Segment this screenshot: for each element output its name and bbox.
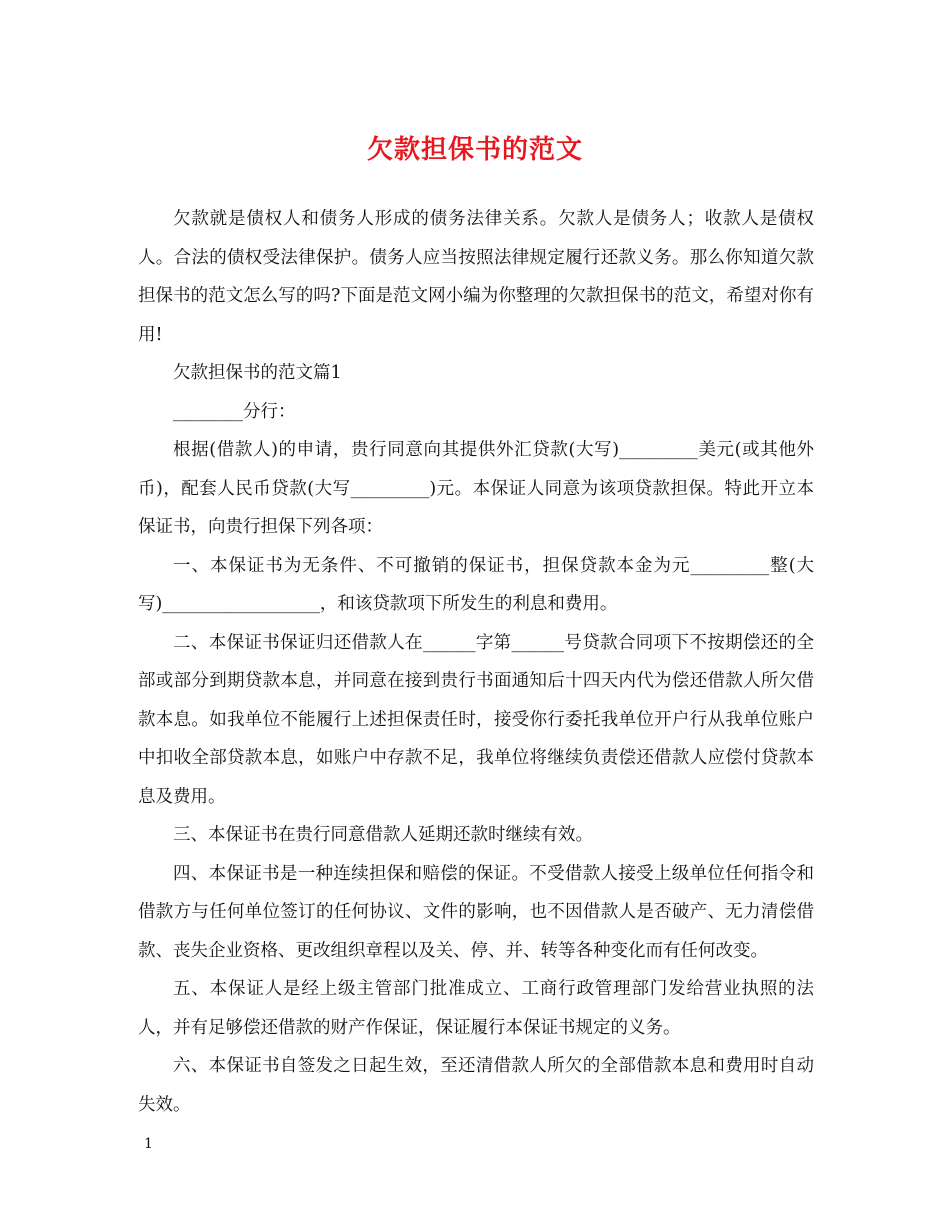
paragraph-preamble: 根据(借款人)的申请，贵行同意向其提供外汇贷款(大写)_________美元(或其他外币)，配套人民币贷款(大写_________)元。本保证人同意为该项贷款担保。特此开立本保证书，向贵行担保下列各项： (138, 440, 814, 537)
paragraph-section-heading: 欠款担保书的范文篇1 (173, 363, 342, 383)
paragraph-addressee: ________分行： (173, 401, 296, 422)
document-body (138, 200, 814, 1124)
paragraph-intro: 欠款就是债权人和债务人形成的债务法律关系。欠款人是债务人；收款人是债权人。合法的债权受法律保护。债务人应当按照法律规定履行还款义务。那么你知道欠款担保书的范文怎么写的吗?下面是范文网小编为你整理的欠款担保书的范文，希望对你有用! (138, 209, 814, 345)
document-title: 欠款担保书的范文 (366, 135, 583, 165)
paragraph-clause-2: 二、本保证书保证归还借款人在______字第______号贷款合同项下不按期偿还的全部或部分到期贷款本息，并同意在接到贵行书面通知后十四天内代为偿还借款人所欠借款本息。如我单位不能履行上述担保责任时，接受你行委托我单位开户行从我单位账户中扣收全部贷款本息，如账户中存款不足，我单位将继续负责偿还借款人应偿付贷款本息及费用。 (138, 632, 814, 807)
paragraph-clause-5: 五、本保证人是经上级主管部门批准成立、工商行政管理部门发给营业执照的法人，并有足够偿还借款的财产作保证，保证履行本保证书规定的义务。 (138, 979, 814, 1038)
paragraph-clause-6: 六、本保证书自签发之日起生效，至还清借款人所欠的全部借款本息和费用时自动失效。 (138, 1056, 814, 1115)
paragraph-clause-1: 一、本保证书为无条件、不可撤销的保证书，担保贷款本金为元_________整(大写)__________________，和该贷款项下所发生的利息和费用。 (138, 555, 814, 614)
paragraph-clause-4: 四、本保证书是一种连续担保和赔偿的保证。不受借款人接受上级单位任何指令和借款方与任何单位签订的任何协议、文件的影响，也不因借款人是否破产、无力清偿借款、丧失企业资格、更改组织章程以及关、停、并、转等各种变化而有任何改变。 (138, 863, 814, 961)
paragraph-clause-3: 三、本保证书在贵行同意借款人延期还款时继续有效。 (173, 825, 593, 845)
page-number: 1 (144, 1136, 153, 1152)
